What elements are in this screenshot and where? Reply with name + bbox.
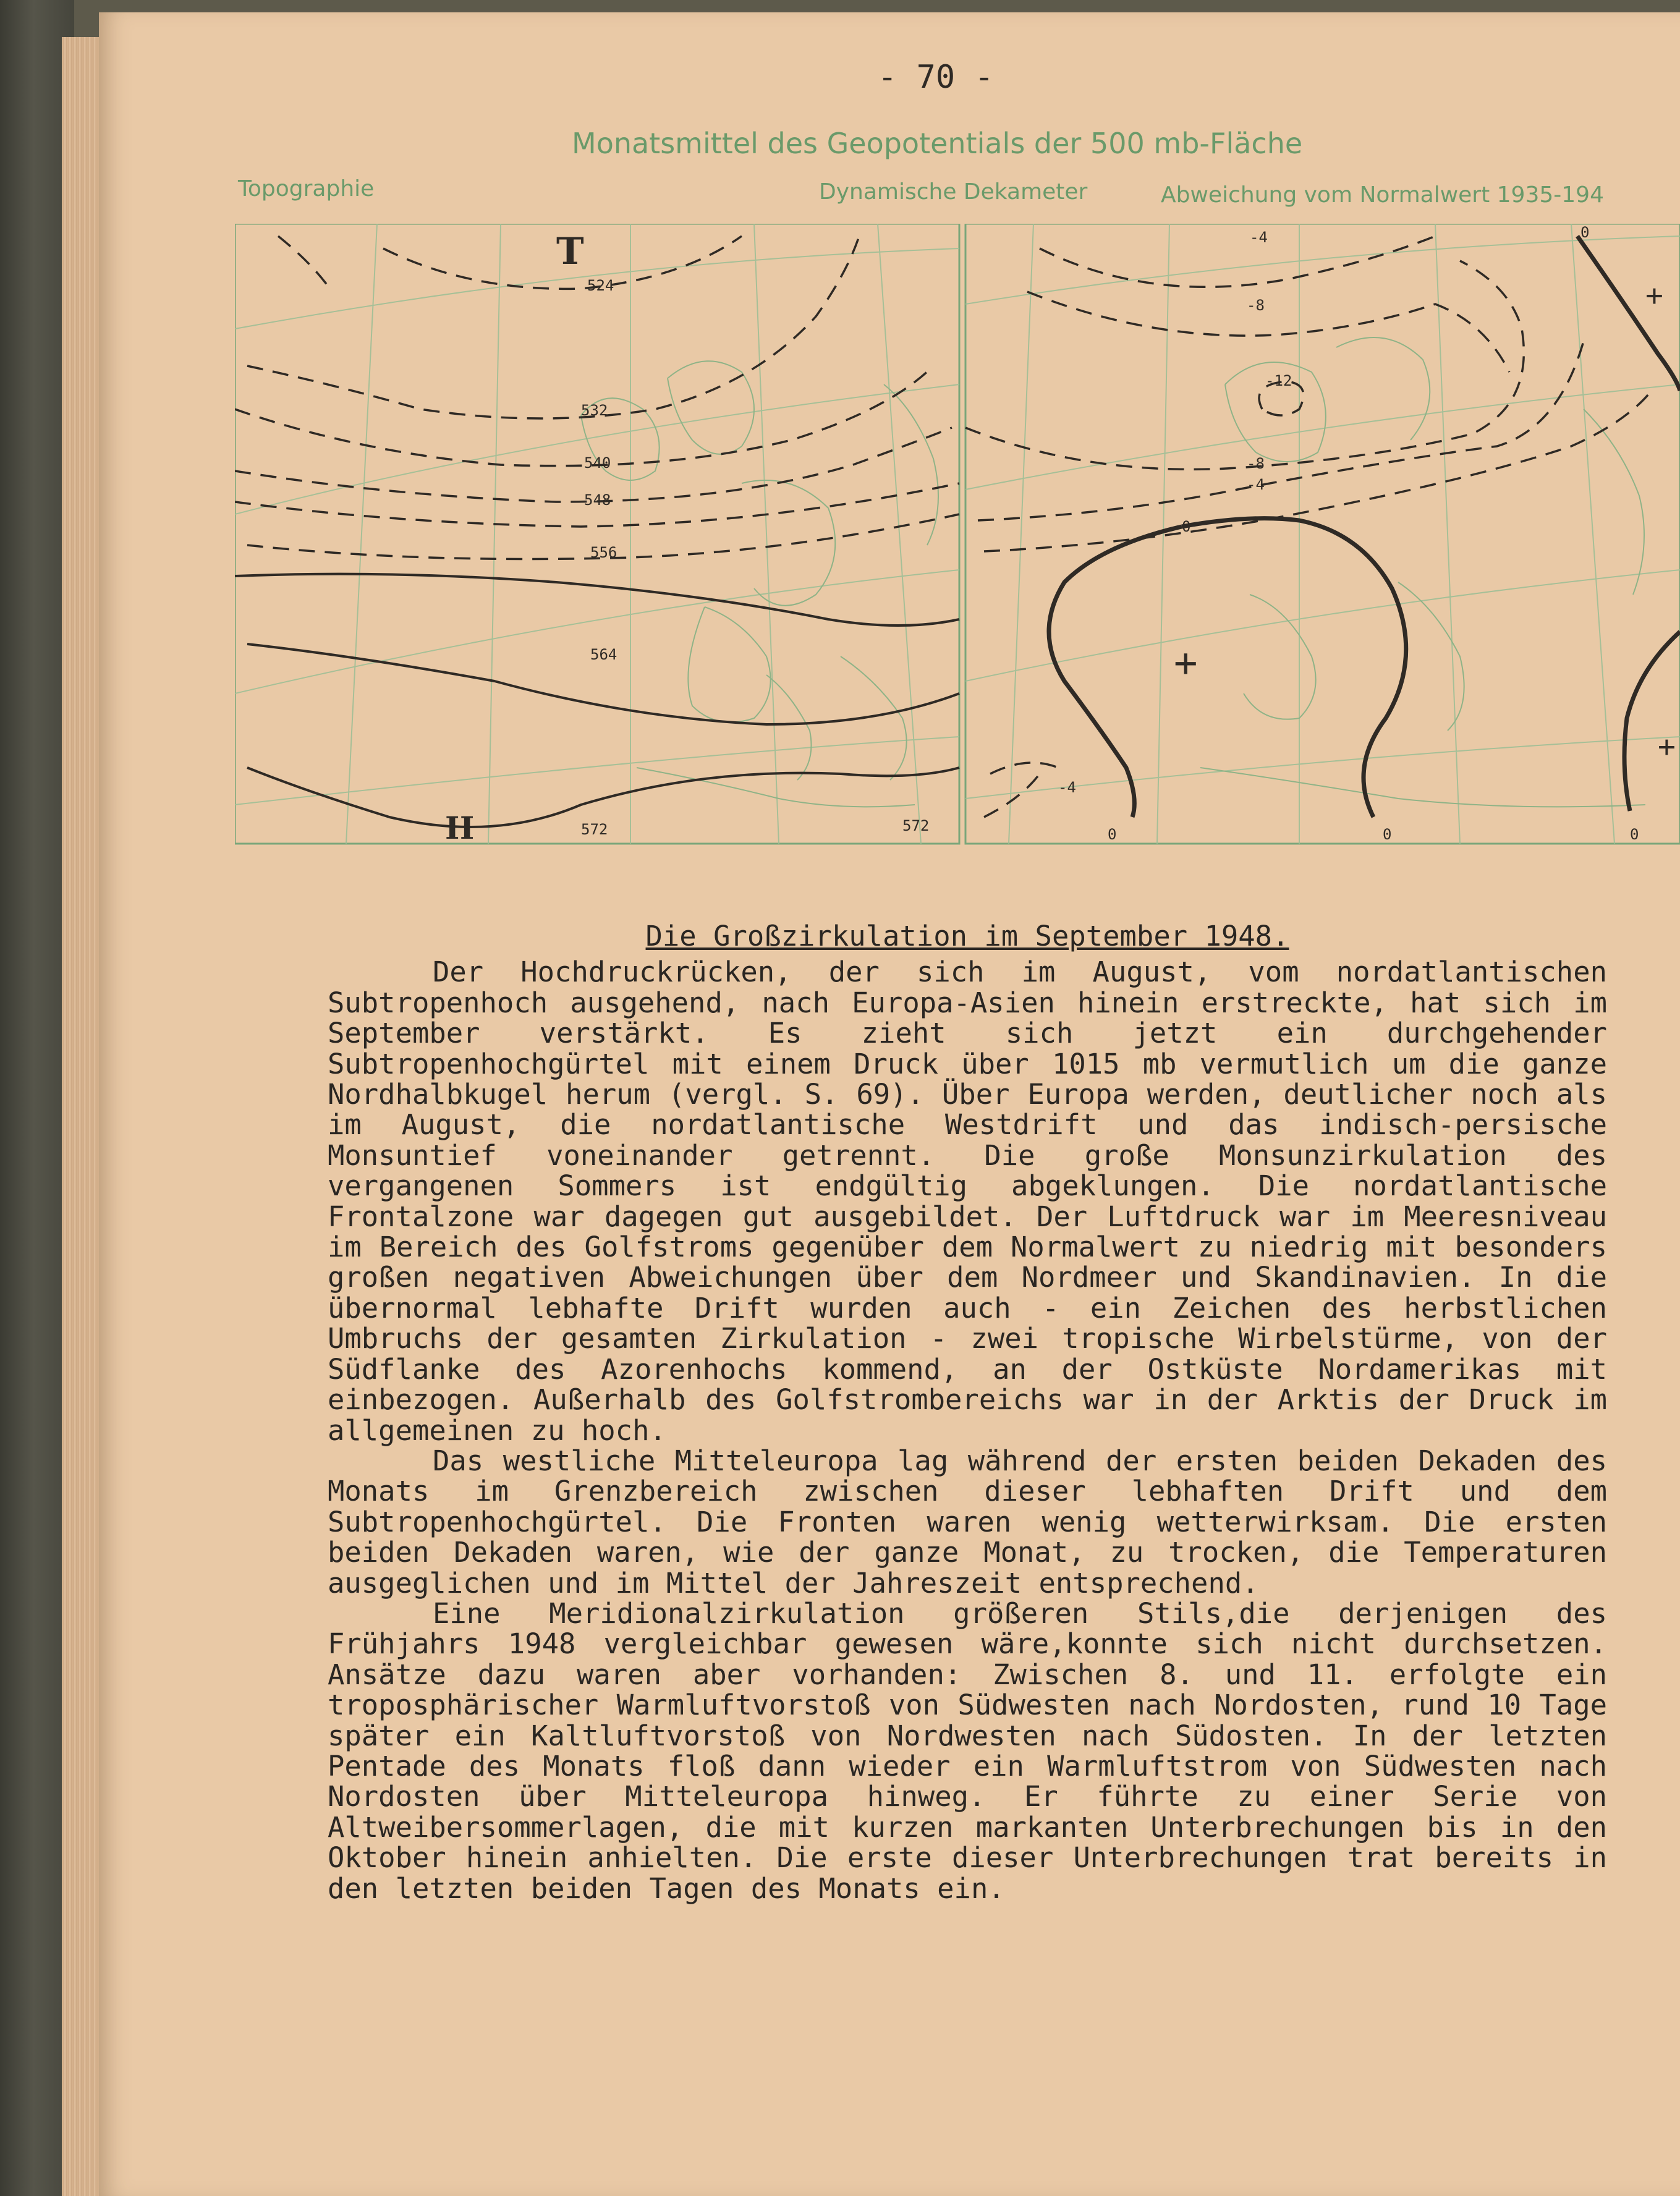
map-label-units: Dynamische Dekameter bbox=[819, 179, 1088, 205]
svg-text:556: 556 bbox=[590, 544, 617, 561]
deviation-label: -8 bbox=[1247, 455, 1265, 472]
svg-text:572: 572 bbox=[902, 817, 930, 834]
deviation-label: + bbox=[1645, 278, 1663, 313]
svg-text:572: 572 bbox=[581, 821, 608, 838]
deviation-label: -12 bbox=[1265, 372, 1292, 389]
svg-text:548: 548 bbox=[584, 491, 611, 509]
geopotential-maps bbox=[235, 224, 1680, 848]
deviation-label: + bbox=[1658, 729, 1676, 764]
deviation-label: -4 bbox=[1250, 229, 1268, 246]
topography-map bbox=[235, 224, 959, 846]
deviation-map bbox=[965, 224, 1680, 844]
map-title: Monatsmittel des Geopotentials der 500 mb-Fläche bbox=[572, 127, 1303, 160]
deviation-label: -4 bbox=[1058, 779, 1076, 796]
svg-text:532: 532 bbox=[581, 402, 608, 419]
article-heading: Die Großzirkulation im September 1948. bbox=[645, 920, 1289, 952]
deviation-label: + bbox=[1174, 640, 1198, 686]
map-label-deviation: Abweichung vom Normalwert 1935-194 bbox=[1161, 182, 1604, 208]
paragraph: Der Hochdruckrücken, der sich im August, vom nordatlantischen Subtropenhoch ausgehend, nach Europa-Asien hinein erstreckte, hat sich im September verstärkt. Es zieht sich jetzt ein durchgehender Subtropenhochgürtel mit einem Druck über 1015 mb vermutlich um die ganze Nordhalbkugel herum (vergl. S. 69). Über Europa werden, deutlicher noch als im August, die nordatlantische Westdrift und das indisch-persische Monsuntief voneinander getrennt. Die große Monsunzirkulation des vergangenen Sommers ist endgültig abgeklungen. Die nordatlantische Frontalzone war dagegen gut ausgebildet. Der Luftdruck war im Meeresniveau im Bereich des Golfstroms gegenüber dem Normalwert zu niedrig mit besonders großen negativen Abweichungen über dem Nordmeer und Skandinavien. In die übernormal lebhafte Drift wurden auch - ein Zeichen des herbstlichen Umbruchs der gesamten Zirkulation - zwei tropische Wirbelstürme, von der Südflanke des Azorenhochs kommend, an der Ostküste Nordamerikas mit einbezogen. Außerhalb des Golfstrombereichs war in der Arktis der Druck im allgemeinen zu hoch. bbox=[328, 956, 1607, 1447]
page-number: - 70 - bbox=[878, 59, 994, 96]
svg-text:524: 524 bbox=[587, 277, 614, 294]
map-label-topographie: Topographie bbox=[238, 176, 375, 201]
svg-text:540: 540 bbox=[584, 454, 611, 472]
high-pressure-symbol: H bbox=[445, 810, 475, 846]
deviation-label: -8 bbox=[1247, 297, 1265, 314]
svg-text:564: 564 bbox=[590, 646, 617, 663]
paragraph: Eine Meridionalzirkulation größeren Stils,die derjenigen des Frühjahrs 1948 vergleichbar gewesen wäre,konnte sich nicht durchsetzen. Ansätze dazu waren aber vorhanden: Zwischen 8. und 11. erfolgte ein troposphärischer Warmluftvorstoß von Südwesten nach Nordosten, rund 10 Tage später ein Kaltluftvorstoß von Nordwesten nach Südosten. In der letzten Pentade des Monats floß dann wieder ein Warmluftstrom von Südwesten nach Nordosten über Mitteleuropa hinweg. Er führte zu einer Serie von Altweibersommerlagen, die mit kurzen markanten Unterbrechungen bis in den Oktober hinein anhielten. Die erste dieser Unterbrechungen trat bereits in den letzten beiden Tagen des Monats ein. bbox=[328, 1596, 1607, 1905]
deviation-label: 0 bbox=[1383, 826, 1392, 843]
low-pressure-symbol: T bbox=[556, 230, 584, 273]
deviation-label: 0 bbox=[1182, 518, 1191, 535]
deviation-label: 0 bbox=[1580, 224, 1590, 241]
paragraph: Das westliche Mitteleuropa lag während der ersten beiden Dekaden des Monats im Grenzbereich zwischen dieser lebhaften Drift und dem Subtropenhochgürtel. Die Fronten waren wenig wetterwirksam. Die ersten beiden Dekaden waren, wie der ganze Monat, zu trocken, die Temperaturen ausgeglichen und im Mittel der Jahreszeit entsprechend. bbox=[328, 1444, 1607, 1600]
deviation-label: -4 bbox=[1247, 476, 1265, 493]
deviation-label: 0 bbox=[1630, 826, 1639, 843]
article-body bbox=[328, 921, 1607, 1904]
deviation-label: 0 bbox=[1108, 826, 1117, 843]
